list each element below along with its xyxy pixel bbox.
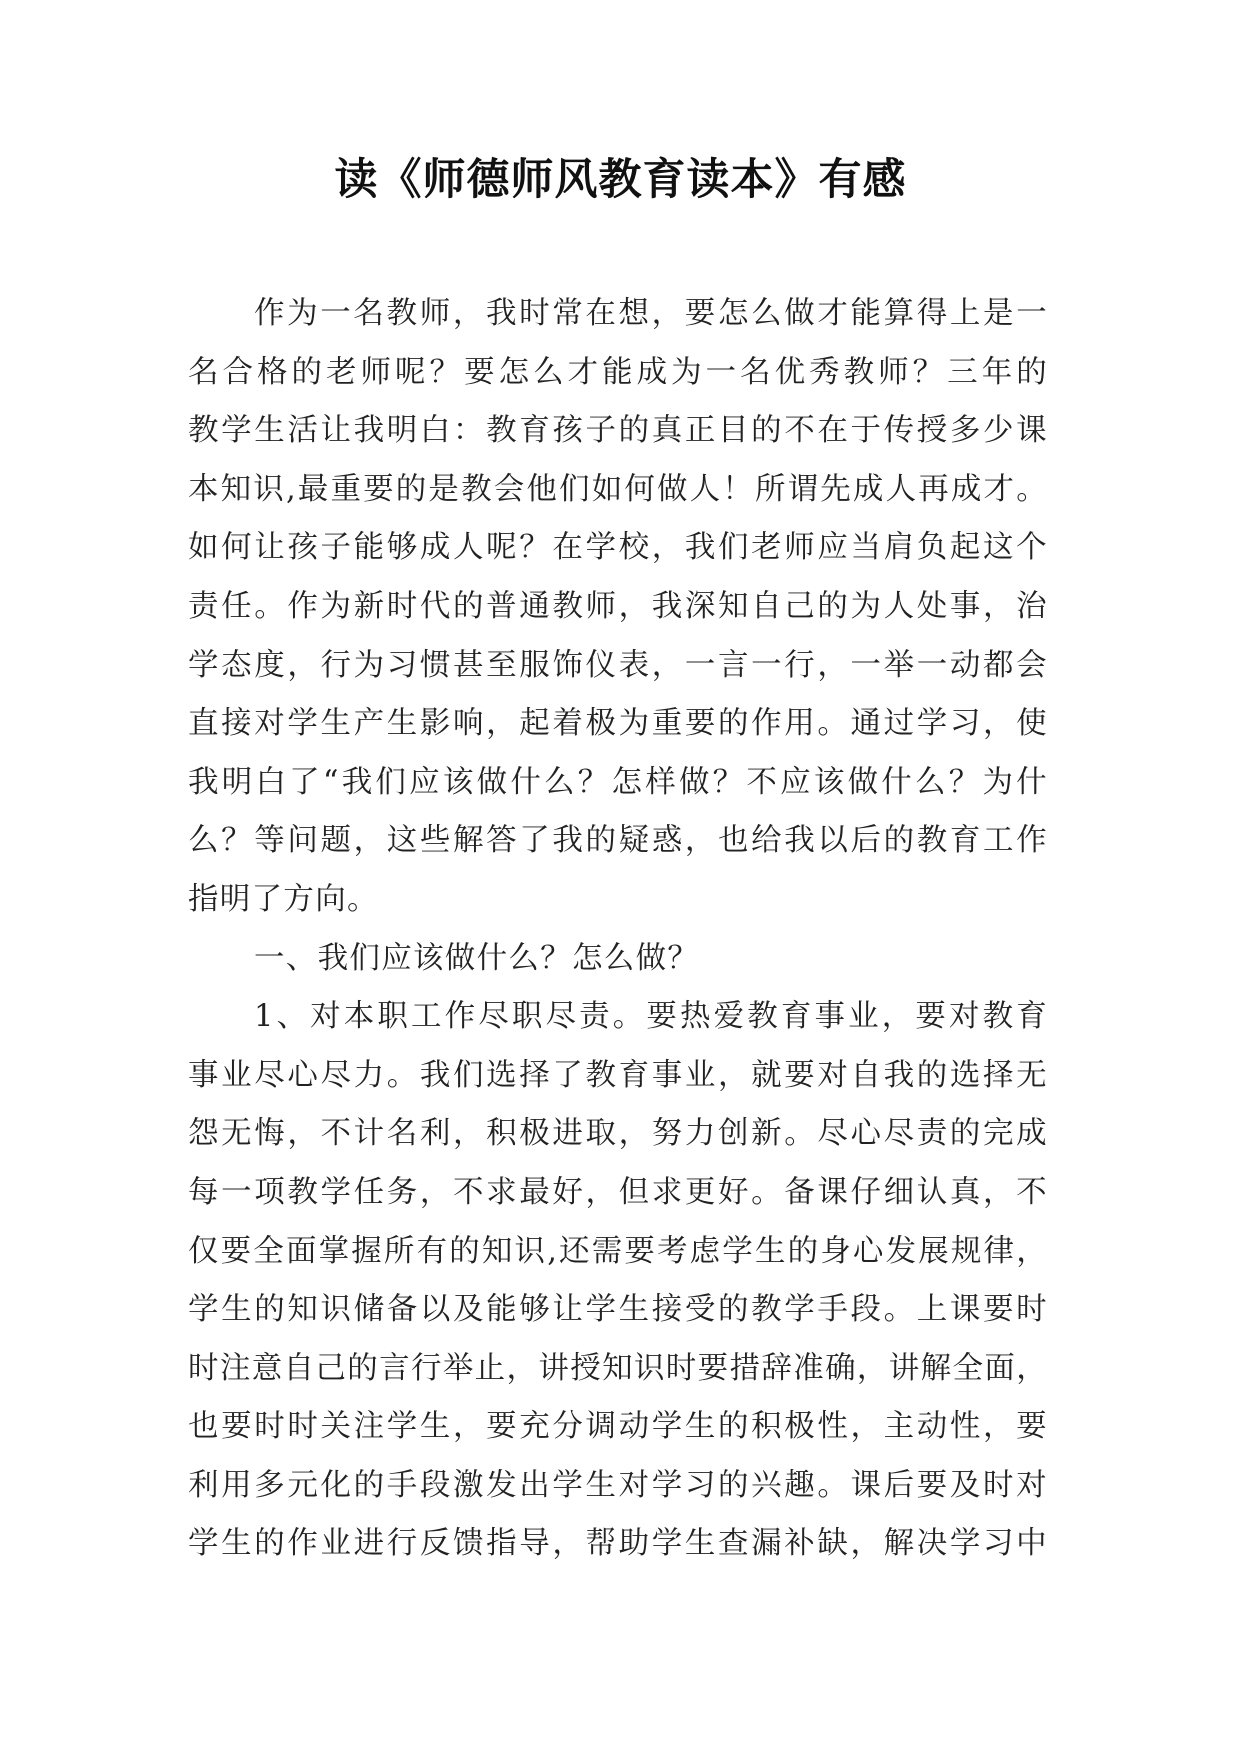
document-body bbox=[188, 285, 1048, 1574]
document-title: 读《师德师风教育读本》有感 bbox=[334, 155, 907, 205]
body-line: 如何让孩子能够成人呢？在学校，我们老师应当肩负起这个 bbox=[188, 530, 1048, 566]
body-line: 事业尽心尽力。我们选择了教育事业，就要对自我的选择无 bbox=[188, 1057, 1048, 1093]
body-line: 每一项教学任务，不求最好，但求更好。备课仔细认真，不 bbox=[188, 1174, 1048, 1210]
body-line: 利用多元化的手段激发出学生对学习的兴趣。课后要及时对 bbox=[188, 1467, 1048, 1503]
body-line: 学生的作业进行反馈指导，帮助学生查漏补缺，解决学习中 bbox=[188, 1526, 1048, 1562]
body-line: 直接对学生产生影响，起着极为重要的作用。通过学习，使 bbox=[188, 706, 1048, 742]
section-heading: 一、我们应该做什么？怎么做？ bbox=[254, 940, 700, 976]
body-line: 也要时时关注学生，要充分调动学生的积极性，主动性，要 bbox=[188, 1409, 1048, 1445]
body-line: 教学生活让我明白：教育孩子的真正目的不在于传授多少课 bbox=[188, 413, 1048, 449]
body-line: 作为一名教师，我时常在想，要怎么做才能算得上是一 bbox=[254, 296, 1048, 331]
body-line: 时注意自己的言行举止，讲授知识时要措辞准确，讲解全面， bbox=[188, 1350, 1048, 1386]
body-line: 怨无悔，不计名利，积极进取，努力创新。尽心尽责的完成 bbox=[188, 1116, 1048, 1152]
body-line: 指明了方向。 bbox=[188, 881, 379, 917]
body-line: 1、对本职工作尽职尽责。要热爱教育事业，要对教育 bbox=[254, 999, 1048, 1035]
body-line: 我明白了“我们应该做什么？怎样做？不应该做什么？为什 bbox=[188, 764, 1048, 800]
body-line: 么？等问题，这些解答了我的疑惑，也给我以后的教育工作 bbox=[188, 823, 1048, 859]
body-line: 学态度，行为习惯甚至服饰仪表，一言一行，一举一动都会 bbox=[188, 647, 1048, 683]
body-line: 本知识,最重要的是教会他们如何做人！所谓先成人再成才。 bbox=[188, 471, 1048, 507]
body-line: 学生的知识储备以及能够让学生接受的教学手段。上课要时 bbox=[188, 1292, 1048, 1328]
body-line: 仅要全面掌握所有的知识,还需要考虑学生的身心发展规律， bbox=[188, 1233, 1048, 1269]
body-line: 责任。作为新时代的普通教师，我深知自己的为人处事，治 bbox=[188, 588, 1048, 624]
body-line: 名合格的老师呢？要怎么才能成为一名优秀教师？三年的 bbox=[188, 354, 1048, 390]
